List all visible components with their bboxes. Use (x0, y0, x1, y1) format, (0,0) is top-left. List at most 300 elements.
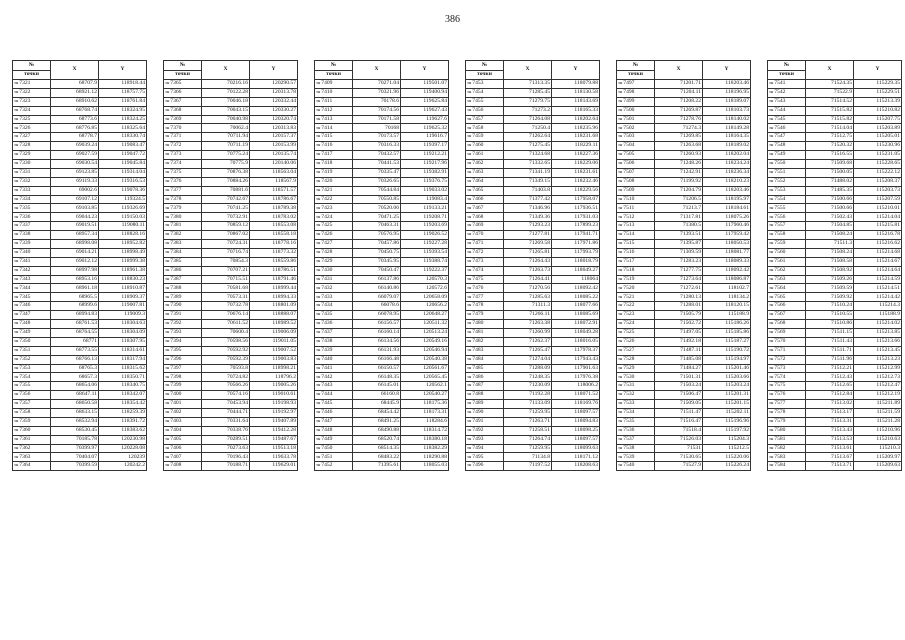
point-number: 7410 (321, 89, 333, 96)
y-coordinate-cell: 117901.63 (552, 364, 600, 373)
point-prefix: зн (618, 382, 623, 388)
y-coordinate-cell: 118231.61 (552, 168, 600, 177)
y-coordinate-cell: 118342.07 (99, 391, 147, 400)
point-number-cell (466, 462, 504, 471)
y-coordinate-cell: 118089.33 (703, 257, 751, 266)
point-number-cell (13, 168, 51, 177)
x-coordinate-cell: 71509.59 (806, 284, 854, 293)
table-row (13, 124, 147, 133)
point-number-cell (13, 80, 51, 89)
point-number-cell (768, 240, 806, 249)
point-number: 7521 (623, 293, 635, 300)
table-row (164, 302, 298, 311)
y-coordinate-cell: 119078.36 (99, 186, 147, 195)
table-row (617, 213, 751, 222)
point-number-cell (13, 435, 51, 444)
point-number: 7579 (774, 417, 786, 424)
point-prefix: зн (769, 337, 774, 343)
table-row (164, 346, 298, 355)
table-row (617, 364, 751, 373)
x-coordinate-cell: 71201.71 (655, 80, 703, 89)
table-row (617, 186, 751, 195)
table-row (315, 302, 449, 311)
point-prefix: зн (165, 106, 170, 112)
point-prefix: зн (165, 337, 170, 343)
point-number: 7389 (170, 293, 182, 300)
point-prefix: зн (14, 151, 19, 157)
point-number-cell (164, 222, 202, 231)
point-number-cell (466, 222, 504, 231)
point-number-cell (13, 453, 51, 462)
point-number: 7549 (774, 151, 786, 158)
y-coordinate-cell: 115216.78 (854, 231, 902, 240)
point-number-cell (315, 293, 353, 302)
y-coordinate-cell: 118380.18 (401, 435, 449, 444)
point-prefix: зн (165, 160, 170, 166)
y-coordinate-cell: 119150.03 (99, 213, 147, 222)
y-coordinate-cell: 120242.2 (99, 462, 147, 471)
y-coordinate-cell: 118315.62 (99, 364, 147, 373)
x-coordinate-cell: 68994.83 (51, 311, 99, 320)
point-number-cell (315, 426, 353, 435)
y-coordinate-cell: 118120.15 (703, 302, 751, 311)
table-row (617, 115, 751, 124)
point-number-cell (768, 195, 806, 204)
y-coordinate-cell: 115190.72 (703, 346, 751, 355)
x-coordinate-cell: 71515.82 (806, 115, 854, 124)
y-coordinate-cell: 118383.62 (99, 426, 147, 435)
point-number-cell (315, 106, 353, 115)
point-number: 7449 (321, 435, 333, 442)
point-prefix: зн (467, 409, 472, 415)
point-number-cell (164, 302, 202, 311)
point-number: 7501 (623, 115, 635, 122)
point-prefix: зн (165, 364, 170, 370)
table-row (768, 426, 902, 435)
y-coordinate-cell: 118085.69 (552, 311, 600, 320)
point-prefix: зн (316, 204, 321, 210)
x-coordinate-cell: 71516.47 (655, 417, 703, 426)
point-number-cell (164, 124, 202, 133)
point-number-cell (466, 435, 504, 444)
table-row (164, 115, 298, 124)
point-prefix: зн (14, 320, 19, 326)
table-row (164, 168, 298, 177)
point-prefix: зн (316, 337, 321, 343)
point-prefix: зн (467, 124, 472, 130)
y-coordinate-cell: 115214.3 (854, 302, 902, 311)
point-prefix: зн (769, 435, 774, 441)
y-coordinate-cell: 118304.09 (99, 328, 147, 337)
x-coordinate-cell: 70174.56 (353, 106, 401, 115)
point-prefix: зн (165, 417, 170, 423)
point-number: 7438 (321, 337, 333, 344)
point-number-cell (164, 382, 202, 391)
x-coordinate-cell: 71504.85 (806, 222, 854, 231)
table-row (617, 417, 751, 426)
header-y: Y (99, 61, 147, 80)
point-number-cell (315, 266, 353, 275)
point-prefix: зн (618, 204, 623, 210)
point-number-cell (164, 328, 202, 337)
x-coordinate-cell: 71485.08 (655, 355, 703, 364)
point-number: 7485 (472, 364, 484, 371)
point-number: 7366 (170, 89, 182, 96)
point-prefix: зн (165, 426, 170, 432)
header-point-number: № (466, 61, 504, 71)
y-coordinate-cell: 118259.39 (99, 408, 147, 417)
coordinates-table-4 (465, 60, 599, 471)
point-prefix: зн (769, 204, 774, 210)
y-coordinate-cell: 118189.07 (703, 97, 751, 106)
point-prefix: зн (165, 213, 170, 219)
x-coordinate-cell: 71277.75 (655, 266, 703, 275)
y-coordinate-cell: 118165.33 (552, 106, 600, 115)
point-prefix: зн (467, 266, 472, 272)
table-row (13, 302, 147, 311)
point-number-cell (768, 231, 806, 240)
y-coordinate-cell: 118097.57 (552, 408, 600, 417)
table-row (315, 177, 449, 186)
x-coordinate-cell: 69030.54 (51, 160, 99, 169)
x-coordinate-cell: 70742.67 (202, 195, 250, 204)
point-number-cell (315, 346, 353, 355)
point-number: 7567 (774, 311, 786, 318)
point-number: 7555 (774, 204, 786, 211)
point-number: 7511 (623, 204, 635, 211)
y-coordinate-cell: 119033.02 (401, 186, 449, 195)
point-number-cell (13, 346, 51, 355)
y-coordinate-cell: 118558.18 (250, 231, 298, 240)
table-row (164, 248, 298, 257)
x-coordinate-cell: 71134.8 (504, 453, 552, 462)
x-coordinate-cell: 70271.04 (353, 80, 401, 89)
point-prefix: зн (618, 364, 623, 370)
table-row (315, 257, 449, 266)
point-prefix: зн (467, 213, 472, 219)
point-prefix: зн (467, 195, 472, 201)
y-coordinate-cell: 117971.86 (552, 240, 600, 249)
point-number-cell (466, 80, 504, 89)
x-coordinate-cell: 68491.25 (353, 417, 401, 426)
y-coordinate-cell: 118094.83 (552, 417, 600, 426)
x-coordinate-cell: 70171.58 (353, 115, 401, 124)
x-coordinate-cell: 70573.31 (202, 293, 250, 302)
table-row (768, 382, 902, 391)
point-number: 7542 (774, 89, 786, 96)
x-coordinate-cell: 68910.62 (51, 97, 99, 106)
point-number: 7554 (774, 195, 786, 202)
table-row (164, 373, 298, 382)
point-number: 7350 (19, 337, 31, 344)
point-number-cell (617, 320, 655, 329)
y-coordinate-cell: 115222.12 (854, 168, 902, 177)
x-coordinate-cell: 70711.19 (202, 142, 250, 151)
table-row (164, 417, 298, 426)
x-coordinate-cell: 71520.32 (806, 142, 854, 151)
point-number-cell (768, 426, 806, 435)
point-number: 7387 (170, 275, 182, 282)
point-number-cell (315, 400, 353, 409)
point-number: 7447 (321, 417, 333, 424)
point-number-cell (466, 160, 504, 169)
table-row (617, 133, 751, 142)
table-row (768, 222, 902, 231)
point-number-cell (768, 213, 806, 222)
table-row (315, 284, 449, 293)
x-coordinate-cell: 68999.6 (51, 302, 99, 311)
point-number-cell (13, 213, 51, 222)
x-coordinate-cell: 71274.3 (655, 124, 703, 133)
point-number: 7398 (170, 373, 182, 380)
point-prefix: зн (769, 124, 774, 130)
x-coordinate-cell: 70399.59 (51, 462, 99, 471)
point-number-cell (315, 204, 353, 213)
point-prefix: зн (467, 391, 472, 397)
point-number-cell (164, 97, 202, 106)
table-row (617, 248, 751, 257)
table-row (315, 213, 449, 222)
point-number: 7551 (774, 169, 786, 176)
point-number-cell (617, 355, 655, 364)
y-coordinate-cell: 118227.36 (552, 151, 600, 160)
table-row (768, 106, 902, 115)
point-number-cell (768, 337, 806, 346)
x-coordinate-cell: 66137.86 (353, 275, 401, 284)
point-number-cell (768, 444, 806, 453)
point-prefix: зн (769, 249, 774, 255)
x-coordinate-cell: 71346.96 (504, 204, 552, 213)
point-number: 7355 (19, 382, 31, 389)
point-prefix: зн (618, 337, 623, 343)
table-row (768, 453, 902, 462)
x-coordinate-cell: 71531 (655, 444, 703, 453)
point-number-cell (13, 177, 51, 186)
point-number-cell (768, 160, 806, 169)
coordinates-table (616, 60, 751, 471)
header-point-number: № (13, 61, 51, 71)
x-coordinate-cell: 70711.94 (202, 133, 250, 142)
point-prefix: зн (618, 106, 623, 112)
point-number: 7557 (774, 222, 786, 229)
point-number-cell (315, 213, 353, 222)
table-row (466, 222, 600, 231)
point-number: 7582 (774, 444, 786, 451)
table-row (466, 293, 600, 302)
point-number-cell (617, 151, 655, 160)
point-number-cell (315, 151, 353, 160)
x-coordinate-cell: 71269.87 (655, 106, 703, 115)
point-number: 7535 (623, 417, 635, 424)
point-prefix: зн (316, 284, 321, 290)
point-number: 7372 (170, 142, 182, 149)
table-row (617, 426, 751, 435)
y-coordinate-cell: 119005.26 (250, 382, 298, 391)
point-number: 7348 (19, 320, 31, 327)
y-coordinate-cell: 119011.05 (250, 337, 298, 346)
point-number-cell (13, 426, 51, 435)
table-row (13, 444, 147, 453)
point-number: 7404 (170, 426, 182, 433)
y-coordinate-cell: 120140.06 (250, 160, 298, 169)
point-number: 7345 (19, 293, 31, 300)
x-coordinate-cell: 68778.7 (51, 133, 99, 142)
table-row (768, 124, 902, 133)
point-prefix: зн (467, 337, 472, 343)
x-coordinate-cell: 71505.79 (655, 311, 703, 320)
table-row (164, 275, 298, 284)
table-row (768, 168, 902, 177)
point-prefix: зн (316, 311, 321, 317)
y-coordinate-cell: 119326.69 (99, 204, 147, 213)
point-number-cell (315, 320, 353, 329)
point-number-cell (617, 142, 655, 151)
x-coordinate-cell: 68771 (51, 337, 99, 346)
point-number-cell (164, 400, 202, 409)
point-number: 7524 (623, 320, 635, 327)
table-row (768, 88, 902, 97)
y-coordinate-cell: 118140.02 (703, 115, 751, 124)
y-coordinate-cell: 119400.94 (401, 88, 449, 97)
table-row (315, 426, 449, 435)
table-row (13, 373, 147, 382)
point-number: 7362 (19, 444, 31, 451)
point-prefix: зн (316, 266, 321, 272)
x-coordinate-cell: 71511.15 (806, 328, 854, 337)
table-row (164, 337, 298, 346)
point-number-cell (164, 435, 202, 444)
x-coordinate-cell: 70196.43 (202, 453, 250, 462)
point-prefix: зн (165, 124, 170, 130)
y-coordinate-cell: 118143.69 (552, 97, 600, 106)
y-coordinate-cell: 118783.02 (250, 213, 298, 222)
point-number-cell (315, 328, 353, 337)
y-coordinate-cell: 118169.76 (552, 400, 600, 409)
y-coordinate-cell: 115214.51 (854, 284, 902, 293)
x-coordinate-cell: 71497.05 (655, 328, 703, 337)
point-prefix: зн (618, 453, 623, 459)
table-row (13, 240, 147, 249)
x-coordinate-cell: 68532.94 (51, 417, 99, 426)
point-number: 7400 (170, 391, 182, 398)
point-number-cell (13, 364, 51, 373)
x-coordinate-cell: 70724.82 (202, 373, 250, 382)
x-coordinate-cell: 71513.17 (806, 408, 854, 417)
point-number: 7508 (623, 177, 635, 184)
table-row (466, 142, 600, 151)
point-number: 7454 (472, 89, 484, 96)
table-row (315, 400, 449, 409)
point-prefix: зн (467, 293, 472, 299)
point-number-cell (466, 106, 504, 115)
x-coordinate-cell: 71513.61 (806, 444, 854, 453)
y-coordinate-cell: 118354.42 (99, 400, 147, 409)
table-row (768, 391, 902, 400)
point-prefix: зн (165, 177, 170, 183)
x-coordinate-cell: 71514.04 (806, 124, 854, 133)
table-row (768, 275, 902, 284)
y-coordinate-cell: 117931.03 (552, 213, 600, 222)
point-number-cell (13, 417, 51, 426)
point-number: 7578 (774, 409, 786, 416)
table-row (315, 97, 449, 106)
y-coordinate-cell: 115207.75 (854, 115, 902, 124)
y-coordinate-cell: 118050.53 (703, 240, 751, 249)
point-number: 7515 (623, 240, 635, 247)
point-number: 7528 (623, 355, 635, 362)
x-coordinate-cell: 71283.23 (655, 257, 703, 266)
coordinates-table (767, 60, 902, 471)
point-prefix: зн (165, 355, 170, 361)
x-coordinate-cell: 66150.57 (353, 364, 401, 373)
point-number-cell (315, 240, 353, 249)
point-number-cell (617, 168, 655, 177)
y-coordinate-cell: 118202.04 (703, 151, 751, 160)
point-number: 7408 (170, 462, 182, 469)
point-prefix: зн (14, 329, 19, 335)
point-number-cell (617, 426, 655, 435)
point-prefix: зн (467, 151, 472, 157)
point-number-cell (13, 462, 51, 471)
point-number: 7538 (623, 444, 635, 451)
point-prefix: зн (467, 302, 472, 308)
point-prefix: зн (14, 400, 19, 406)
point-prefix: зн (618, 391, 623, 397)
point-number-cell (13, 133, 51, 142)
y-coordinate-cell: 118563.04 (250, 168, 298, 177)
x-coordinate-cell: 70592.39 (202, 355, 250, 364)
point-number-cell (466, 364, 504, 373)
x-coordinate-cell: 70289.51 (202, 435, 250, 444)
y-coordinate-cell: 115201.15 (703, 400, 751, 409)
x-coordinate-cell: 70741.25 (202, 204, 250, 213)
y-coordinate-cell: 118553.08 (250, 222, 298, 231)
x-coordinate-cell: 71484.27 (655, 364, 703, 373)
point-number: 7492 (472, 426, 484, 433)
y-coordinate-cell: 115214.59 (854, 275, 902, 284)
point-number-cell (315, 302, 353, 311)
point-prefix: зн (467, 106, 472, 112)
table-row (466, 115, 600, 124)
point-prefix: зн (316, 355, 321, 361)
point-number: 7484 (472, 355, 484, 362)
table-row (13, 160, 147, 169)
y-coordinate-cell: 120290.57 (250, 80, 298, 89)
point-number: 7541 (774, 80, 786, 87)
point-number: 7397 (170, 364, 182, 371)
point-prefix: зн (316, 293, 321, 299)
point-number-cell (164, 444, 202, 453)
point-prefix: зн (467, 142, 472, 148)
table-row (315, 346, 449, 355)
point-prefix: зн (467, 160, 472, 166)
x-coordinate-cell: 71513.31 (806, 417, 854, 426)
point-number-cell (315, 435, 353, 444)
x-coordinate-cell: 71511.71 (806, 346, 854, 355)
table-row (315, 462, 449, 471)
x-coordinate-cell: 70732.78 (202, 302, 250, 311)
point-prefix: зн (165, 409, 170, 415)
table-row (13, 204, 147, 213)
x-coordinate-cell: 70185.78 (51, 435, 99, 444)
y-coordinate-cell: 118796.2 (250, 373, 298, 382)
table-row (315, 248, 449, 257)
y-coordinate-cell: 118229.56 (552, 186, 600, 195)
point-number: 7513 (623, 222, 635, 229)
point-number-cell (164, 240, 202, 249)
x-coordinate-cell: 68766.13 (51, 355, 99, 364)
x-coordinate-cell: 71230.09 (504, 382, 552, 391)
